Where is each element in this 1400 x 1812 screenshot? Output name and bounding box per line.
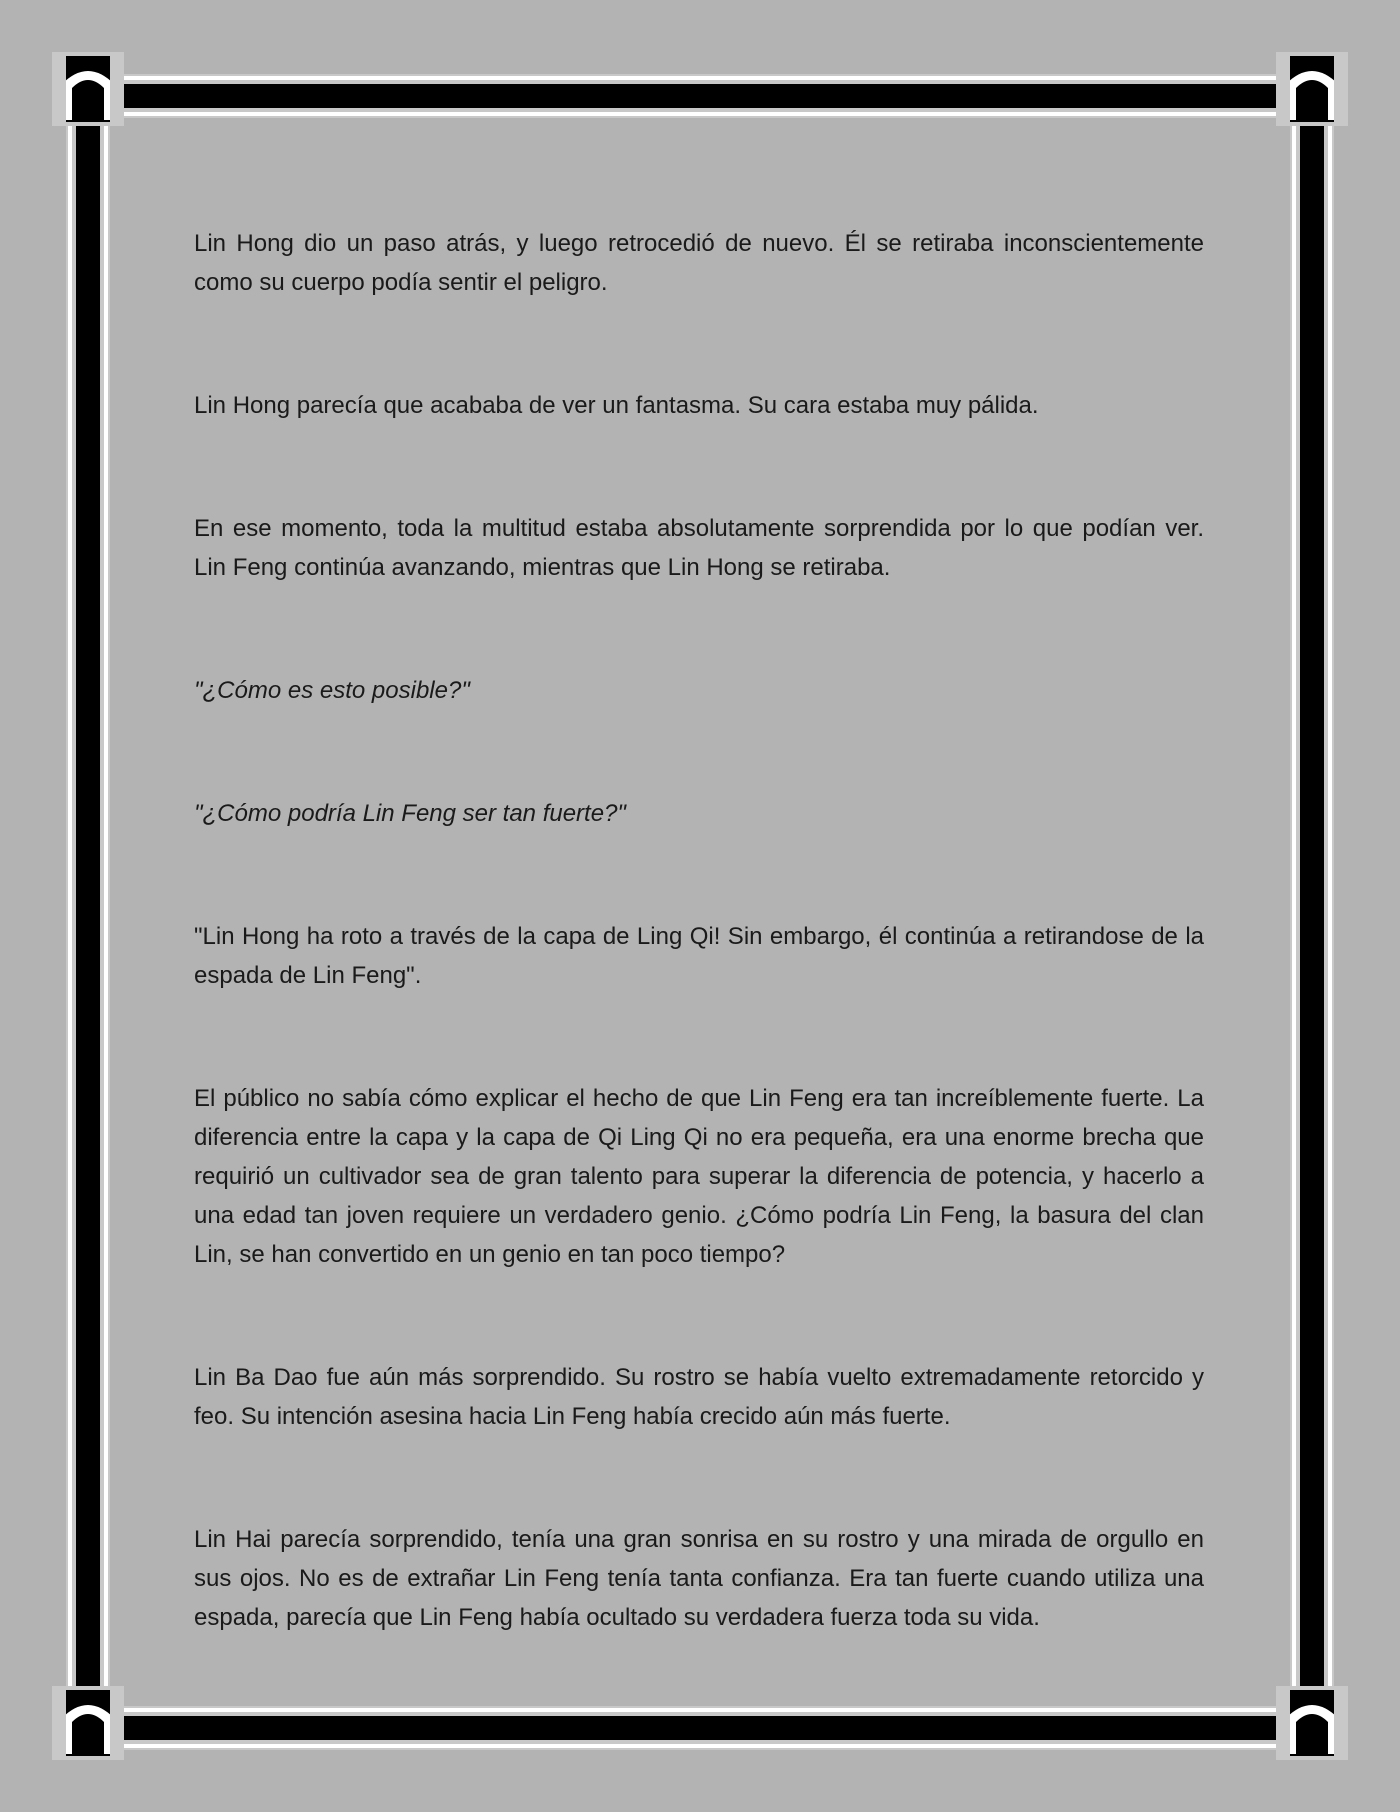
corner-ornament-bottom-left — [54, 1688, 122, 1758]
paragraph-5-dialogue: "¿Cómo podría Lin Feng ser tan fuerte?" — [194, 800, 626, 827]
paragraph-3: En ese momento, toda la multitud estaba absolutamente sorprendida por lo que podían ver. Lin Feng continúa avanzando, mientras que Lin Hong se retiraba. — [194, 515, 1204, 581]
paragraph-8: Lin Ba Dao fue aún más sorprendido. Su rostro se había vuelto extremadamente retorcido y feo. Su intención asesina hacia Lin Feng había crecido aún más fuerte. — [194, 1364, 1204, 1430]
paragraph-9: Lin Hai parecía sorprendido, tenía una gran sonrisa en su rostro y una mirada de orgullo en sus ojos. No es de extrañar Lin Feng tenía tanta confianza. Era tan fuerte cuando utiliza una espada, parecía que Lin Feng había ocultado su verdadera fuerza toda su vida. — [194, 1526, 1204, 1631]
corner-ornament-bottom-right — [1278, 1688, 1346, 1758]
document-body — [194, 224, 1204, 1721]
paragraph-1: Lin Hong dio un paso atrás, y luego retrocedió de nuevo. Él se retiraba inconscientemente como su cuerpo podía sentir el peligro. — [194, 230, 1204, 296]
paragraph-7: El público no sabía cómo explicar el hecho de que Lin Feng era tan increíblemente fuerte. La diferencia entre la capa y la capa de Qi Ling Qi no era pequeña, era una enorme brecha que requirió un cultivador sea de gran talento para superar la diferencia de potencia, y hacerlo a una edad tan joven requiere un verdadero genio. ¿Cómo podría Lin Feng, la basura del clan Lin, se han convertido en un genio en tan poco tiempo? — [194, 1085, 1204, 1268]
paragraph-4-dialogue: "¿Cómo es esto posible?" — [194, 677, 470, 704]
paragraph-2: Lin Hong parecía que acababa de ver un fantasma. Su cara estaba muy pálida. — [194, 392, 1039, 419]
corner-ornament-top-left — [54, 54, 122, 124]
paragraph-6: "Lin Hong ha roto a través de la capa de Ling Qi! Sin embargo, él continúa a retirandose de la espada de Lin Feng". — [194, 923, 1204, 989]
corner-ornament-top-right — [1278, 54, 1346, 124]
